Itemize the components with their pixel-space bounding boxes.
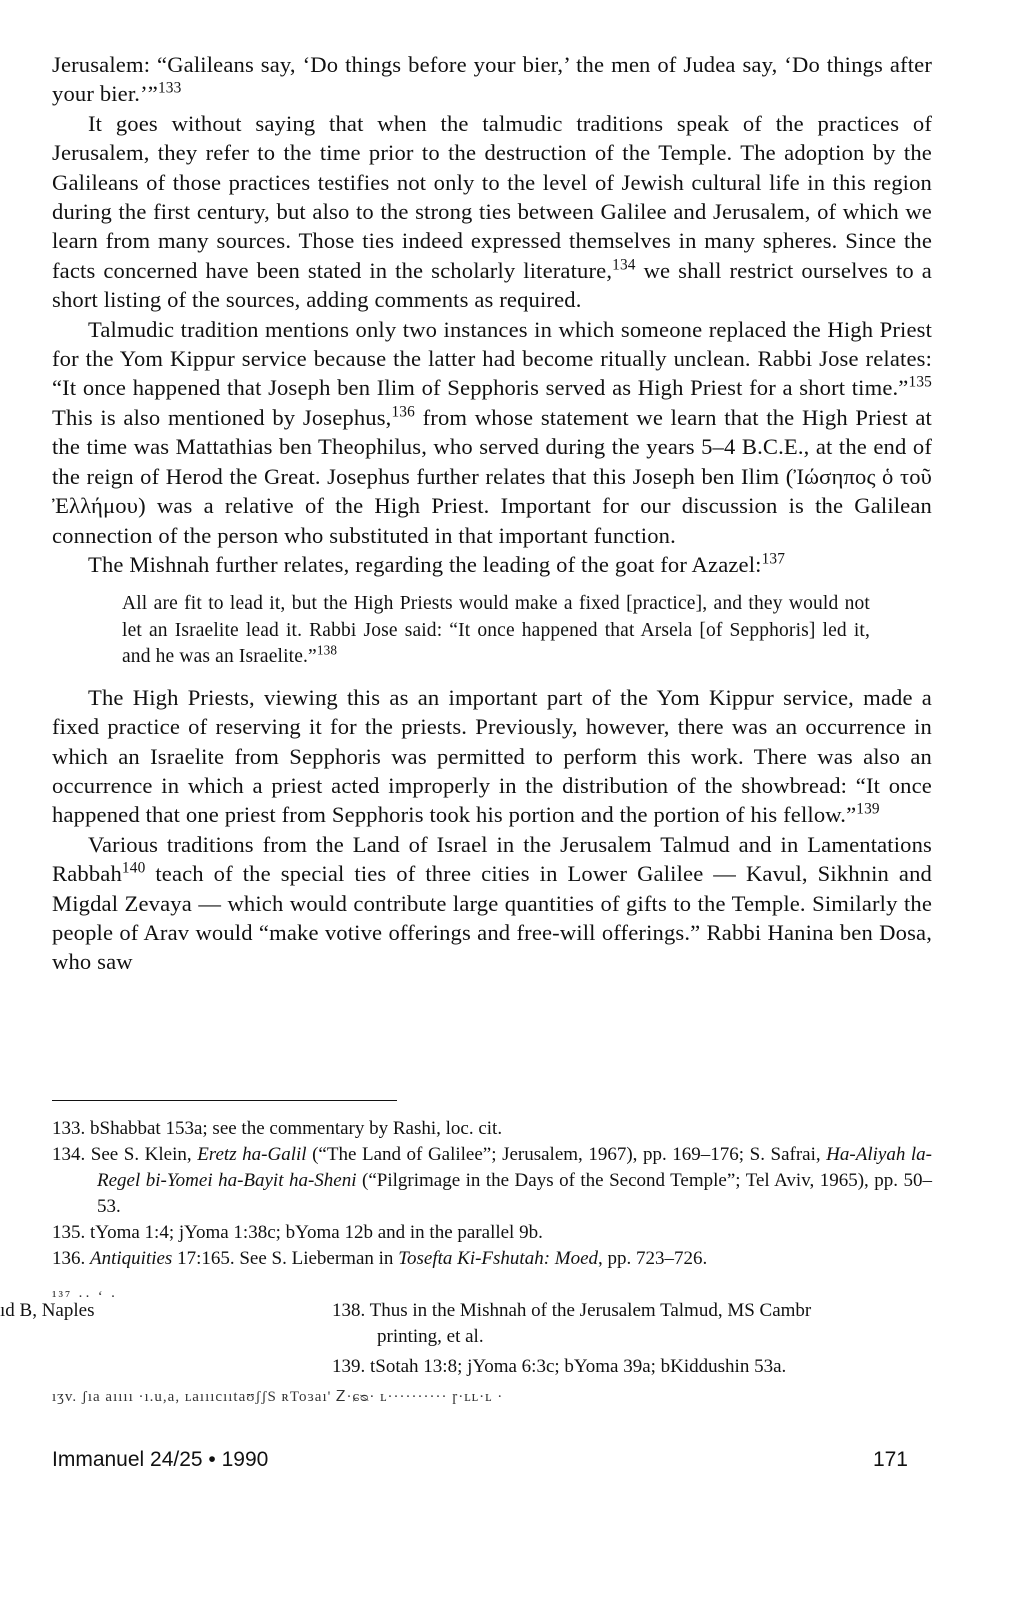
paragraph-text: Jerusalem: “Galileans say, ‘Do things before your bier,’ the men of Judea say, ‘Do things after your bier.’”: [52, 52, 932, 107]
footnote-139: [332, 1354, 1032, 1380]
garbled-text: ¹³⁷ ·· ‘ ·: [52, 1289, 118, 1305]
footnote-text: 133. bShabbat 153a; see the commentary by Rashi, loc. cit.: [52, 1118, 503, 1139]
block-quote: [122, 591, 870, 671]
paragraph: [52, 830, 932, 977]
paragraph-text: Talmudic tradition mentions only two instances in which someone replaced the High Priest for the Yom Kippur service because the latter had become ritually unclean. Rabbi Jose relates: “It once happened that Joseph ben Ilim of Sepphoris served as High Priest for a short time.”: [52, 316, 932, 401]
footnote-136: [52, 1246, 932, 1272]
footnotes: [52, 1116, 932, 1272]
footnote-138: [332, 1298, 1032, 1350]
note-ref: 134: [612, 256, 636, 274]
paragraph-text: The Mishnah further relates, regarding the leading of the goat for Azazel:: [88, 551, 762, 577]
footnote-title: Ha-Aliyah la-Regel bi-Yomei ha-Bayit ha-Sheni: [97, 1144, 932, 1191]
note-ref: 139: [856, 801, 880, 818]
footnote-text: printing, et al.: [377, 1326, 484, 1347]
note-ref: 137: [761, 550, 786, 568]
note-ref: 133: [157, 79, 182, 97]
footnote-text: (“Pilgrimage in the Days of the Second Temple”; Tel Aviv, 1965), pp. 50–53.: [97, 1170, 932, 1217]
garbled-text: ıʒv. ʃıa aıııı ·ı.u,a, ʟaıııcııtaʊʃʃS ʀToɜaı' Ꮓ·ɕᴓ· ʟ·········· ɼ·ʟʟ·ʟ ·: [52, 1389, 504, 1405]
note-ref: 136: [391, 403, 415, 421]
note-ref: 140: [121, 859, 146, 877]
footnote-text: 134. See S. Klein,: [52, 1144, 198, 1165]
paragraph-text: It goes without saying that when the talmudic traditions speak of the practices of Jerusalem, they refer to the time prior to the destruction of the Temple. The adoption by the Galileans of those practices testifies not only to the level of Jewish cultural life in this region during the first century, but also to the strong ties between Galilee and Jerusalem, of which we learn from many sources. Those ties indeed expressed themselves in many spheres. Since the facts concerned have been stated in the scholarly literature,: [52, 110, 932, 283]
footnote-title: Antiquities: [90, 1248, 173, 1269]
footnote-135: [52, 1220, 932, 1246]
footnote-divider: [52, 1100, 397, 1101]
footnote-text: 136.: [52, 1248, 90, 1269]
paragraph-text: Various traditions from the Land of Israel in the Jerusalem Talmud and in Lamentations Rabbah: [52, 831, 932, 887]
footnote-text: (“The Land of Galilee”; Jerusalem, 1967), pp. 169–176; S. Safrai,: [306, 1144, 827, 1165]
paragraph: [52, 550, 932, 579]
footnote-133: [52, 1116, 932, 1142]
paragraph: [52, 315, 932, 550]
footnote-title: Tosefta Ki-Fshutah: Moed: [398, 1248, 599, 1269]
paragraph: [52, 50, 932, 109]
page-number: 171: [872, 1448, 908, 1471]
misaligned-footnote-strip: [0, 1289, 1000, 1408]
footnote-text: , pp. 723–726.: [598, 1248, 708, 1269]
footnote-title: Eretz ha-Galil: [197, 1144, 307, 1165]
paragraph-text: from whose statement we learn that the High Priest at the time was Mattathias ben Theophilus, who served during the years 5–4 B.C.E., at the end of the reign of Herod the Great. Josephus further relates that this Joseph ben Ilim (Ἰώσηπος ὁ τοῦ Ἐλλήμου) was a relative of the High Priest. Important for our discussion is the Galilean connection of the person who substituted in that important function.: [52, 404, 932, 548]
paragraph: [52, 683, 932, 830]
footnote-text: 135. tYoma 1:4; jYoma 1:38c; bYoma 12b and in the parallel 9b.: [52, 1222, 543, 1243]
footnote-134: [52, 1142, 932, 1220]
note-ref: 135: [908, 374, 932, 392]
paragraph-text: The High Priests, viewing this as an important part of the Yom Kippur service, made a fixed practice of reserving it for the priests. Previously, however, there was an occurrence in which an Israelite from Sepphoris was permitted to perform this work. There was also an occurrence in which a priest acted improperly in the distribution of the showbread: “It once happened that one priest from Sepphoris took his portion and the portion of his fellow.”: [52, 684, 932, 828]
cutoff-text: ıd B, Naples: [0, 1300, 95, 1321]
footnote-text: 138. Thus in the Mishnah of the Jerusalem Talmud, MS Cambr: [332, 1300, 812, 1321]
main-text: [52, 50, 932, 977]
footnote-text: 139. tSotah 13:8; jYoma 6:3c; bYoma 39a; bKiddushin 53a.: [332, 1356, 787, 1377]
paragraph-text: This is also mentioned by Josephus,: [52, 404, 392, 430]
quote-text: All are fit to lead it, but the High Priests would make a fixed [practice], and they would not let an Israelite lead it. Rabbi Jose said: “It once happened that Arsela [of Sepphoris] led it, and he was an Israelite.”: [122, 593, 870, 668]
paragraph-text: we shall restrict ourselves to a short listing of the sources, adding comments as required.: [52, 257, 932, 313]
note-ref: 138: [316, 643, 338, 659]
paragraph-text: teach of the special ties of three cities in Lower Galilee — Kavul, Sikhnin and Migdal Zevaya — which would contribute large quantities of gifts to the Temple. Similarly the people of Arav would “make votive offerings and free-will offerings.” Rabbi Hanina ben Dosa, who saw: [52, 861, 932, 975]
paragraph: [52, 109, 932, 315]
footnote-text: 17:165. See S. Lieberman in: [172, 1248, 399, 1269]
journal-name: Immanuel 24/25 • 1990: [52, 1448, 269, 1471]
